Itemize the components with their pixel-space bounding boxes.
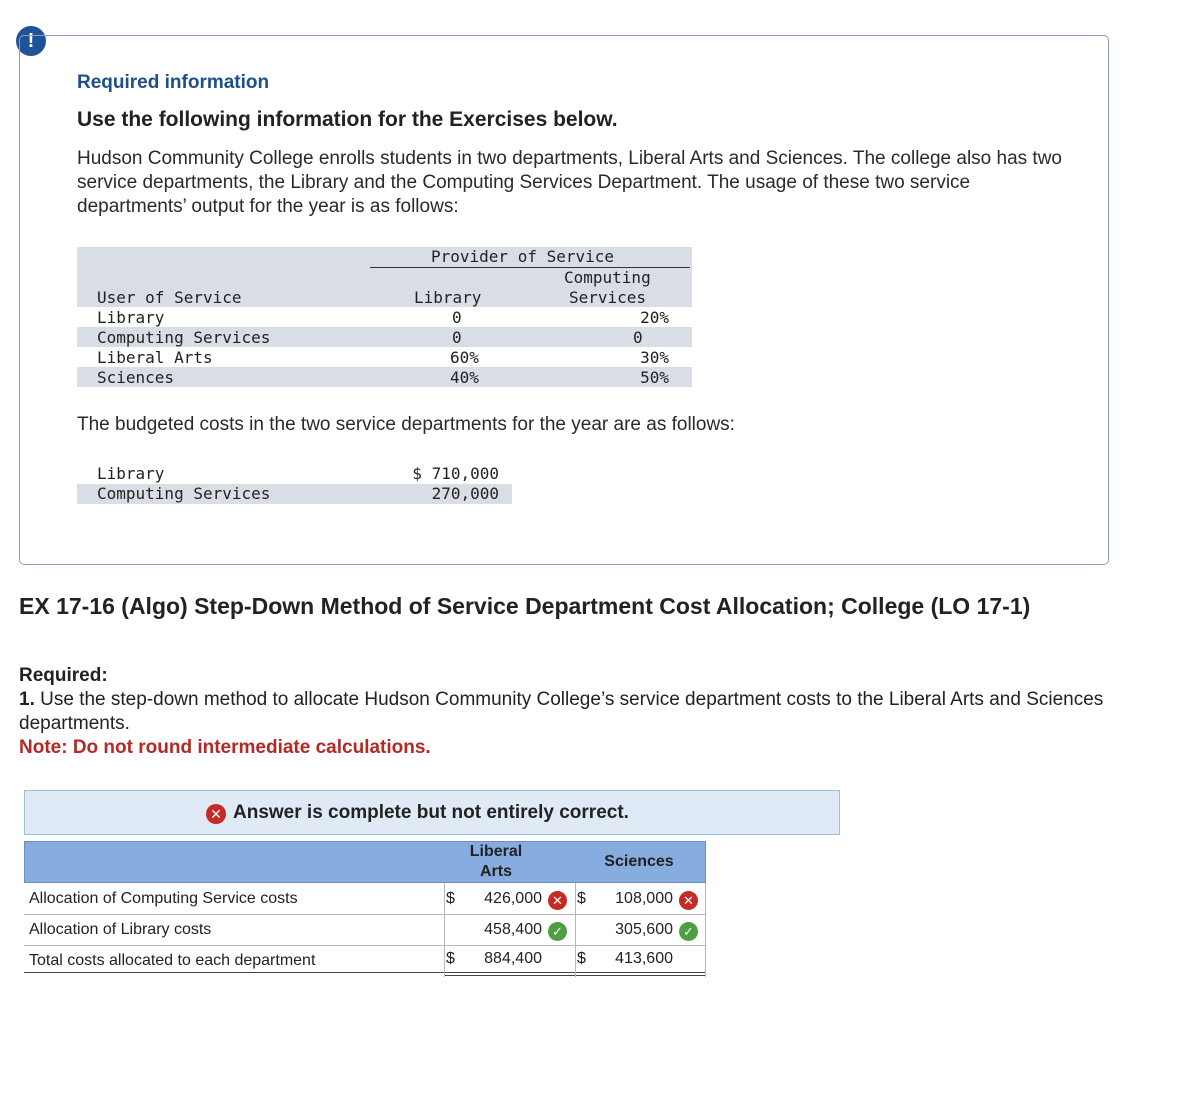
dollar-sign: $ <box>577 890 586 907</box>
answer-status-banner <box>24 790 840 835</box>
liberal-arts-input[interactable]: 458,400 <box>484 921 542 938</box>
sciences-input[interactable]: 305,600 <box>615 921 673 938</box>
dollar-sign: $ <box>446 950 455 967</box>
budget-value: 270,000 <box>431 484 499 503</box>
intro-paragraph: Hudson Community College enrolls students in two departments, Liberal Arts and Sciences. The college also has two service departments, the Library and the Computing Services Department. The usage of these two service departments’ output for the year is as follows: <box>77 148 1063 217</box>
row-computing-value: 50% <box>640 368 669 387</box>
answer-row-label: Total costs allocated to each department <box>29 952 316 969</box>
row-user: Sciences <box>97 368 175 387</box>
col-library: Library <box>414 288 482 307</box>
row-library-value: 0 <box>452 308 462 327</box>
row-user: Computing Services <box>97 328 271 347</box>
row-computing-value: 30% <box>640 348 669 367</box>
alert-icon: ! <box>16 26 46 56</box>
budget-table <box>77 464 517 508</box>
liberal-arts-total: 884,400 <box>484 950 542 967</box>
use-following-heading: Use the following information for the Exercises below. <box>77 108 618 131</box>
row-library-value: 60% <box>450 348 479 367</box>
question-text: 1. Use the step-down method to allocate Hudson Community College’s service department costs to the Liberal Arts and Sciences departments. <box>19 689 1104 734</box>
row-user: Liberal Arts <box>97 348 213 367</box>
dollar-sign: $ <box>446 890 455 907</box>
row-computing-value: 20% <box>640 308 669 327</box>
incorrect-icon: ✕ <box>679 891 698 910</box>
usage-table <box>77 247 692 387</box>
budget-label: Computing Services <box>97 484 271 503</box>
sciences-total: 413,600 <box>615 950 673 967</box>
row-library-value: 0 <box>452 328 462 347</box>
incorrect-icon: ✕ <box>548 891 567 910</box>
col-sciences: Sciences <box>604 853 674 870</box>
col-liberal-arts-line2: Arts <box>479 863 512 880</box>
required-label: Required: <box>19 665 108 686</box>
exercise-title: EX 17-16 (Algo) Step-Down Method of Service Department Cost Allocation; College (LO 17-1) <box>19 593 1031 619</box>
answer-table <box>24 841 706 977</box>
budget-value: $ 710,000 <box>412 464 499 483</box>
row-library-value: 40% <box>450 368 479 387</box>
answer-status-text: Answer is complete but not entirely correct. <box>233 802 629 823</box>
check-icon: ✓ <box>548 922 567 941</box>
budget-intro: The budgeted costs in the two service departments for the year are as follows: <box>77 414 735 435</box>
answer-row-label: Allocation of Computing Service costs <box>29 890 298 907</box>
dollar-sign: $ <box>577 950 586 967</box>
required-info-heading: Required information <box>77 72 270 93</box>
col-liberal-arts-line1: Liberal <box>469 843 523 860</box>
col-computing-line2: Services <box>569 288 647 307</box>
user-header: User of Service <box>97 288 242 307</box>
row-computing-value: 0 <box>633 328 643 347</box>
budget-label: Library <box>97 464 165 483</box>
required-info-box <box>19 35 1109 565</box>
col-computing-line1: Computing <box>564 268 651 287</box>
incorrect-icon: ✕ <box>206 804 226 824</box>
required-block <box>19 664 1169 760</box>
row-user: Library <box>97 308 165 327</box>
provider-header: Provider of Service <box>431 247 615 266</box>
note-text: Note: Do not round intermediate calculations. <box>19 737 431 758</box>
answer-row-label: Allocation of Library costs <box>29 921 212 938</box>
check-icon: ✓ <box>679 922 698 941</box>
sciences-input[interactable]: 108,000 <box>615 890 673 907</box>
liberal-arts-input[interactable]: 426,000 <box>484 890 542 907</box>
